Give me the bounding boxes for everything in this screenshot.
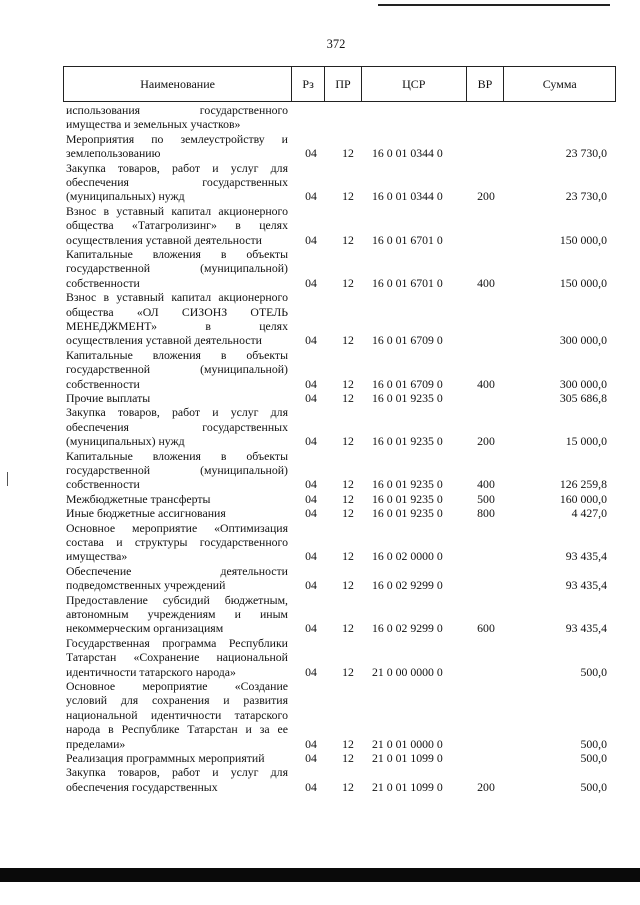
row-pr: 12 bbox=[342, 146, 354, 161]
table-row bbox=[0, 593, 640, 636]
row-name bbox=[66, 405, 288, 448]
row-rz: 04 bbox=[305, 232, 317, 247]
row-pr: 12 bbox=[342, 736, 354, 751]
row-csr: 21 0 01 0000 0 bbox=[372, 736, 443, 751]
row-rz: 04 bbox=[305, 376, 317, 391]
row-name-line: осуществления уставной деятельности bbox=[66, 232, 262, 247]
row-name bbox=[66, 449, 288, 492]
row-csr: 16 0 01 9235 0 bbox=[372, 391, 443, 405]
row-name-line: Мероприятия по землеустройству и bbox=[66, 131, 288, 146]
row-name bbox=[66, 679, 288, 751]
table-row bbox=[0, 290, 640, 348]
row-csr: 16 0 01 0344 0 bbox=[372, 189, 443, 204]
row-name-line: автономным учреждениям и иным bbox=[66, 607, 288, 621]
row-name-line: Закупка товаров, работ и услуг для bbox=[66, 160, 288, 175]
row-csr: 16 0 01 6709 0 bbox=[372, 333, 443, 348]
row-name-line: собственности bbox=[66, 477, 140, 492]
table-row bbox=[0, 521, 640, 564]
row-name-line: обеспечения государственных bbox=[66, 419, 288, 434]
row-pr: 12 bbox=[342, 506, 354, 521]
scan-mark bbox=[7, 472, 8, 486]
row-csr: 16 0 02 9299 0 bbox=[372, 578, 443, 593]
table-row bbox=[0, 564, 640, 593]
row-rz: 04 bbox=[305, 477, 317, 492]
top-edge-line bbox=[378, 4, 610, 6]
row-sum: 500,0 bbox=[580, 736, 607, 751]
row-csr: 16 0 01 9235 0 bbox=[372, 434, 443, 449]
row-vr: 200 bbox=[477, 189, 495, 204]
row-rz: 04 bbox=[305, 736, 317, 751]
row-name-line: Реализация программных мероприятий bbox=[66, 751, 265, 765]
row-vr: 200 bbox=[477, 434, 495, 449]
row-name-line: Взнос в уставный капитал акционерного bbox=[66, 203, 288, 218]
row-pr: 12 bbox=[342, 189, 354, 204]
table-row bbox=[0, 204, 640, 247]
table-row bbox=[0, 348, 640, 391]
row-name bbox=[66, 593, 288, 636]
row-name-line: обеспечения государственных bbox=[66, 175, 288, 189]
row-vr: 600 bbox=[477, 621, 495, 636]
row-name bbox=[66, 348, 288, 391]
row-vr: 400 bbox=[477, 275, 495, 290]
row-sum: 23 730,0 bbox=[565, 189, 607, 204]
row-name-line: (муниципальных) нужд bbox=[66, 434, 185, 449]
row-rz: 04 bbox=[305, 779, 317, 794]
table-row bbox=[0, 492, 640, 506]
table-row bbox=[0, 636, 640, 679]
row-pr: 12 bbox=[342, 477, 354, 492]
row-pr: 12 bbox=[342, 391, 354, 405]
row-name-line: идентичности татарского народа» bbox=[66, 664, 236, 679]
row-sum: 126 259,8 bbox=[559, 477, 607, 492]
row-name-line: обеспечения государственных bbox=[66, 779, 218, 794]
column-header-vr: ВР bbox=[467, 67, 505, 101]
row-pr: 12 bbox=[342, 434, 354, 449]
row-csr: 16 0 02 0000 0 bbox=[372, 549, 443, 564]
row-pr: 12 bbox=[342, 333, 354, 348]
row-sum: 305 686,8 bbox=[559, 391, 607, 405]
column-header-csr: ЦСР bbox=[362, 67, 467, 101]
row-csr: 16 0 01 6709 0 bbox=[372, 376, 443, 391]
row-name bbox=[66, 290, 288, 348]
row-sum: 500,0 bbox=[580, 664, 607, 679]
column-header-sum: Сумма bbox=[542, 76, 577, 91]
row-sum: 300 000,0 bbox=[559, 333, 607, 348]
row-csr: 16 0 02 9299 0 bbox=[372, 621, 443, 636]
row-name bbox=[66, 132, 288, 161]
row-name-line: Закупка товаров, работ и услуг для bbox=[66, 405, 288, 420]
table-row bbox=[0, 506, 640, 520]
table-row bbox=[0, 449, 640, 492]
row-pr: 12 bbox=[342, 751, 354, 765]
row-sum: 93 435,4 bbox=[565, 578, 607, 593]
row-name bbox=[66, 564, 288, 593]
row-name bbox=[66, 103, 288, 132]
row-name-line: Закупка товаров, работ и услуг для bbox=[66, 765, 288, 780]
row-rz: 04 bbox=[305, 664, 317, 679]
row-name-line: (муниципальных) нужд bbox=[66, 189, 185, 204]
row-csr: 16 0 01 6701 0 bbox=[372, 232, 443, 247]
row-name-line: землепользованию bbox=[66, 146, 161, 161]
row-name-line: Предоставление субсидий бюджетным, bbox=[66, 592, 288, 607]
row-name-line: национальной идентичности татарского bbox=[66, 707, 288, 722]
scan-bottom-border bbox=[0, 868, 640, 882]
row-name-line: пределами» bbox=[66, 736, 126, 751]
row-pr: 12 bbox=[342, 621, 354, 636]
row-name-line: условий для сохранения и развития bbox=[66, 693, 288, 708]
column-header-pr: ПР bbox=[325, 67, 362, 101]
row-sum: 15 000,0 bbox=[565, 434, 607, 449]
row-name-line: собственности bbox=[66, 275, 140, 290]
row-rz: 04 bbox=[305, 146, 317, 161]
row-csr: 21 0 01 1099 0 bbox=[372, 751, 443, 765]
column-header-name: Наименование bbox=[64, 67, 292, 101]
row-name-line: государственной (муниципальной) bbox=[66, 362, 288, 377]
row-pr: 12 bbox=[342, 779, 354, 794]
row-name bbox=[66, 161, 288, 204]
table-row bbox=[0, 391, 640, 405]
row-name-line: народа в Республике Татарстан и за ее bbox=[66, 722, 288, 737]
page-number: 372 bbox=[326, 37, 346, 51]
row-name bbox=[66, 247, 288, 290]
row-name-line: Обеспечение деятельности bbox=[66, 563, 288, 578]
row-rz: 04 bbox=[305, 491, 317, 506]
row-rz: 04 bbox=[305, 391, 317, 405]
table-header bbox=[63, 66, 616, 102]
row-vr: 500 bbox=[477, 491, 495, 506]
row-pr: 12 bbox=[342, 491, 354, 506]
row-name-line: Основное мероприятие «Оптимизация bbox=[66, 520, 288, 535]
row-name-line: использования государственного bbox=[66, 103, 288, 117]
row-name-line: собственности bbox=[66, 376, 140, 391]
row-vr: 200 bbox=[477, 779, 495, 794]
row-sum: 160 000,0 bbox=[559, 491, 607, 506]
row-rz: 04 bbox=[305, 333, 317, 348]
row-name-line: Капитальные вложения в объекты bbox=[66, 347, 288, 362]
row-csr: 16 0 01 9235 0 bbox=[372, 477, 443, 492]
table-row bbox=[0, 247, 640, 290]
row-vr: 400 bbox=[477, 376, 495, 391]
row-sum: 500,0 bbox=[580, 779, 607, 794]
row-name bbox=[66, 751, 288, 765]
row-rz: 04 bbox=[305, 189, 317, 204]
row-name bbox=[66, 204, 288, 247]
table-row bbox=[0, 132, 640, 161]
row-name-line: Татарстан «Сохранение национальной bbox=[66, 650, 288, 665]
row-sum: 93 435,4 bbox=[565, 549, 607, 564]
row-csr: 16 0 01 9235 0 bbox=[372, 506, 443, 521]
row-name-line: Капитальные вложения в объекты bbox=[66, 247, 288, 261]
row-name-line: некоммерческим организациям bbox=[66, 621, 224, 636]
row-name-line: Взнос в уставный капитал акционерного bbox=[66, 290, 288, 305]
row-rz: 04 bbox=[305, 621, 317, 636]
row-name-line: Прочие выплаты bbox=[66, 391, 151, 405]
row-pr: 12 bbox=[342, 578, 354, 593]
column-header-rz: Рз bbox=[292, 67, 325, 101]
row-sum: 300 000,0 bbox=[559, 376, 607, 391]
row-csr: 16 0 01 6701 0 bbox=[372, 275, 443, 290]
row-name bbox=[66, 521, 288, 564]
row-csr: 16 0 01 0344 0 bbox=[372, 146, 443, 161]
row-pr: 12 bbox=[342, 275, 354, 290]
row-name bbox=[66, 391, 288, 405]
row-csr: 16 0 01 9235 0 bbox=[372, 491, 443, 506]
row-pr: 12 bbox=[342, 664, 354, 679]
row-sum: 93 435,4 bbox=[565, 621, 607, 636]
row-vr: 400 bbox=[477, 477, 495, 492]
row-rz: 04 bbox=[305, 578, 317, 593]
row-name bbox=[66, 506, 288, 520]
row-rz: 04 bbox=[305, 506, 317, 521]
row-name-line: осуществления уставной деятельности bbox=[66, 333, 262, 348]
row-sum: 150 000,0 bbox=[559, 275, 607, 290]
row-csr: 21 0 00 0000 0 bbox=[372, 664, 443, 679]
row-sum: 4 427,0 bbox=[571, 506, 607, 521]
row-name-line: общества «Татагролизинг» в целях bbox=[66, 218, 288, 233]
row-name-line: имущества» bbox=[66, 549, 128, 564]
row-name-line: состава и структуры государственного bbox=[66, 535, 288, 549]
row-vr: 800 bbox=[477, 506, 495, 521]
row-name-line: Основное мероприятие «Создание bbox=[66, 679, 288, 693]
row-name-line: Иные бюджетные ассигнования bbox=[66, 506, 226, 521]
row-pr: 12 bbox=[342, 232, 354, 247]
row-csr: 21 0 01 1099 0 bbox=[372, 779, 443, 794]
row-rz: 04 bbox=[305, 275, 317, 290]
row-rz: 04 bbox=[305, 549, 317, 564]
row-sum: 500,0 bbox=[580, 751, 607, 765]
table-row bbox=[0, 405, 640, 448]
row-name-line: МЕНЕДЖМЕНТ» в целях bbox=[66, 319, 288, 333]
row-rz: 04 bbox=[305, 751, 317, 765]
table-row bbox=[0, 161, 640, 204]
table-row bbox=[0, 751, 640, 765]
row-sum: 23 730,0 bbox=[565, 146, 607, 161]
table-row bbox=[0, 765, 640, 794]
table-row bbox=[0, 679, 640, 751]
row-name-line: государственной (муниципальной) bbox=[66, 261, 288, 276]
row-name bbox=[66, 636, 288, 679]
row-name-line: имущества и земельных участков» bbox=[66, 117, 241, 132]
row-name-line: Межбюджетные трансферты bbox=[66, 491, 211, 506]
row-name-line: Капитальные вложения в объекты bbox=[66, 448, 288, 463]
row-pr: 12 bbox=[342, 549, 354, 564]
row-name-line: подведомственных учреждений bbox=[66, 578, 226, 593]
row-sum: 150 000,0 bbox=[559, 232, 607, 247]
row-rz: 04 bbox=[305, 434, 317, 449]
row-name bbox=[66, 492, 288, 506]
row-name-line: государственной (муниципальной) bbox=[66, 463, 288, 477]
row-pr: 12 bbox=[342, 376, 354, 391]
row-name-line: общества «ОЛ СИЗОНЗ ОТЕЛЬ bbox=[66, 304, 288, 319]
row-name-line: Государственная программа Республики bbox=[66, 635, 288, 650]
table-row bbox=[0, 103, 640, 132]
row-name bbox=[66, 765, 288, 794]
